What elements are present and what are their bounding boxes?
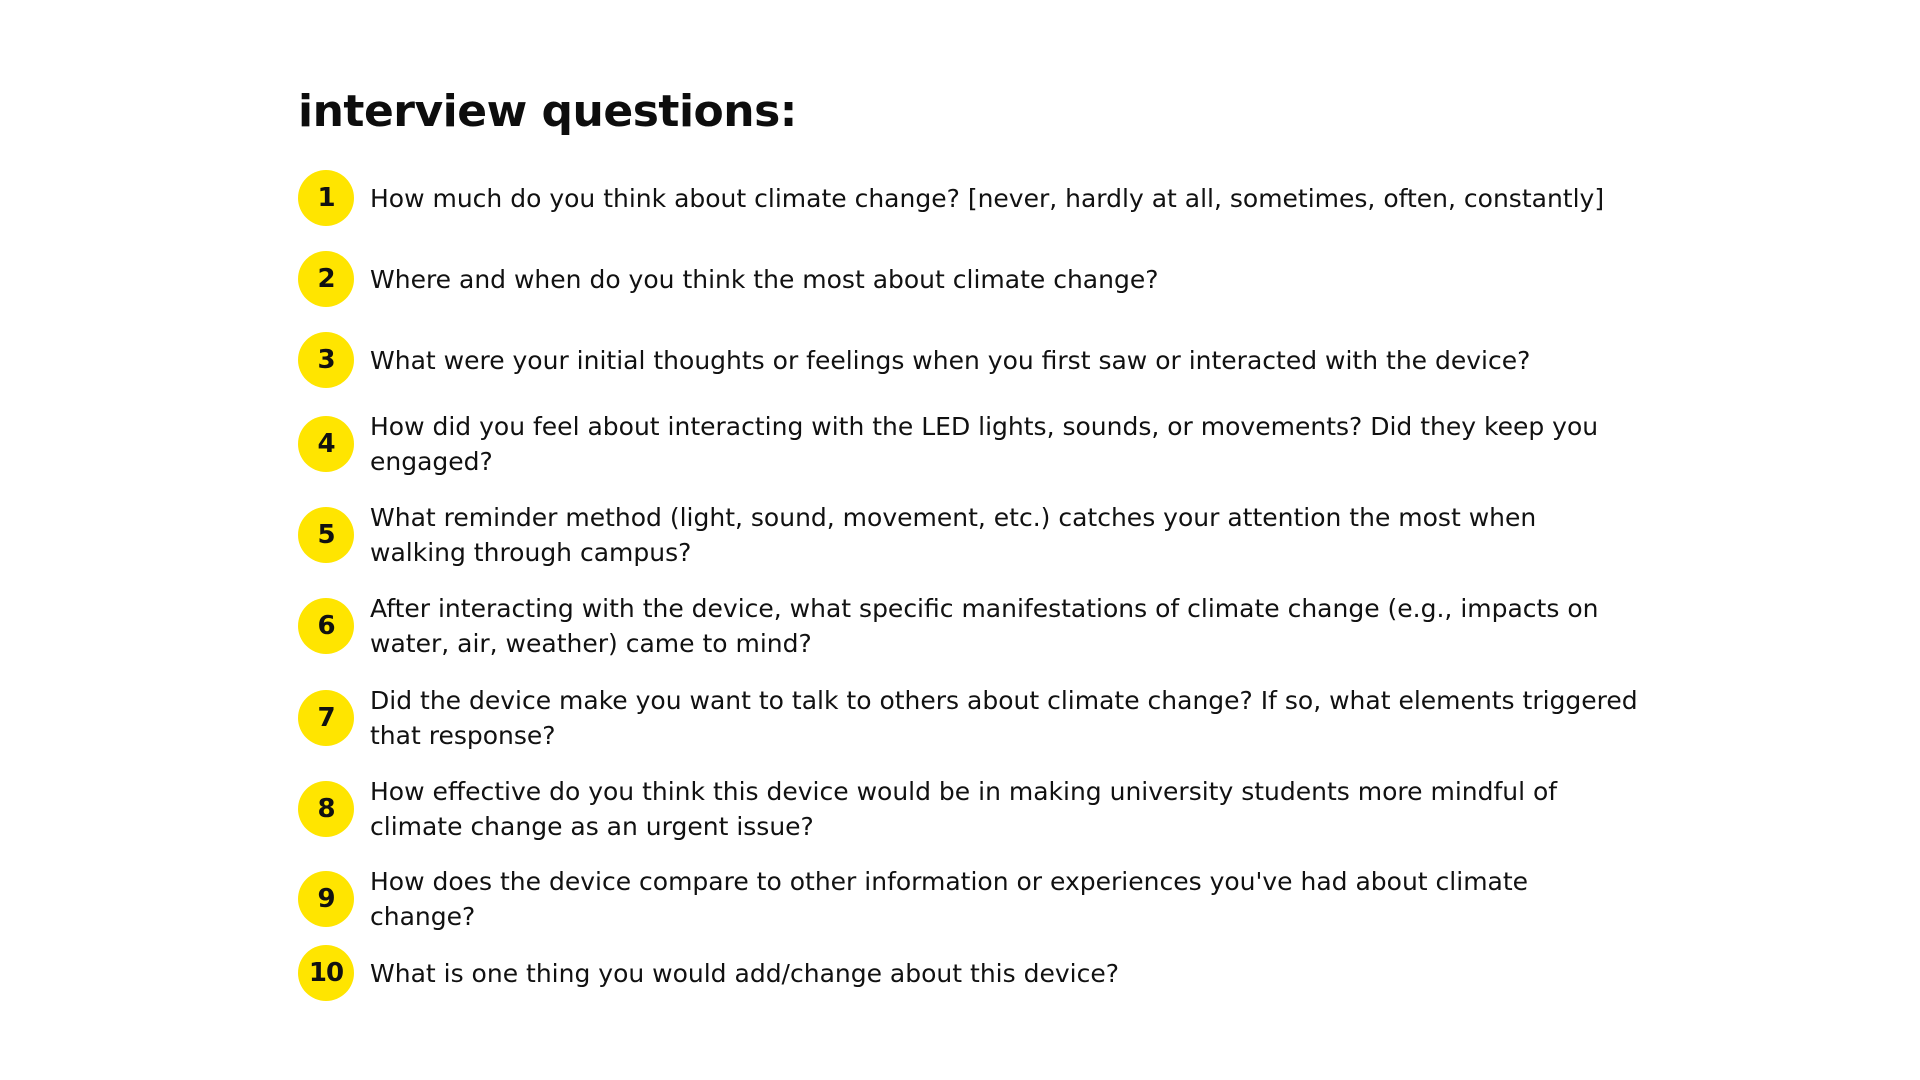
question-item-5	[298, 500, 1638, 570]
question-text: What were your initial thoughts or feelings when you first saw or interacted with the device?	[370, 345, 1531, 375]
question-number-badge: 1	[298, 170, 354, 226]
question-number-badge: 4	[298, 416, 354, 472]
question-text: How did you feel about interacting with the LED lights, sounds, or movements? Did they keep you engaged?	[370, 412, 1599, 476]
question-text: How does the device compare to other information or experiences you've had about climate change?	[370, 867, 1529, 931]
question-text: What reminder method (light, sound, movement, etc.) catches your attention the most when walking through campus?	[370, 503, 1537, 567]
question-item-8	[298, 774, 1638, 844]
question-item-10	[298, 945, 1638, 1001]
question-text: What is one thing you would add/change about this device?	[370, 958, 1119, 988]
question-item-3	[298, 332, 1638, 388]
question-number-badge: 10	[298, 945, 354, 1001]
question-item-1	[298, 170, 1638, 226]
question-number-badge: 2	[298, 251, 354, 307]
question-number-badge: 6	[298, 598, 354, 654]
question-text: Did the device make you want to talk to others about climate change? If so, what elements triggered that response?	[370, 686, 1638, 750]
question-text: Where and when do you think the most about climate change?	[370, 264, 1159, 294]
question-number-badge: 9	[298, 871, 354, 927]
question-item-7	[298, 683, 1638, 753]
question-item-4	[298, 409, 1638, 479]
question-item-2	[298, 251, 1638, 307]
question-number-badge: 7	[298, 690, 354, 746]
question-text: How effective do you think this device would be in making university students more mindful of climate change as an urgent issue?	[370, 777, 1558, 841]
question-item-6	[298, 591, 1638, 661]
question-number-badge: 8	[298, 781, 354, 837]
question-number-badge: 5	[298, 507, 354, 563]
page-title: interview questions:	[298, 86, 797, 137]
question-text: How much do you think about climate change? [never, hardly at all, sometimes, often, constantly]	[370, 183, 1605, 213]
question-item-9	[298, 864, 1638, 934]
question-number-badge: 3	[298, 332, 354, 388]
question-text: After interacting with the device, what specific manifestations of climate change (e.g., impacts on water, air, weather) came to mind?	[370, 594, 1599, 658]
